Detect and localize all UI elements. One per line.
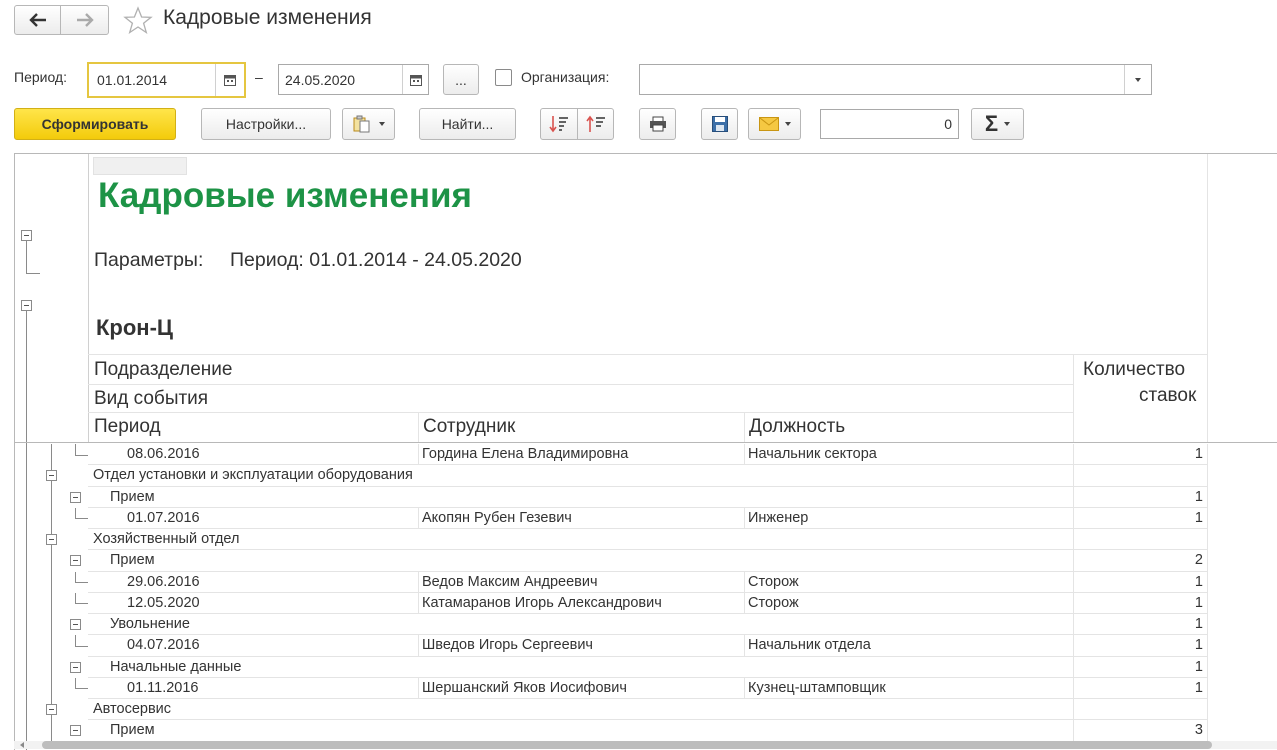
tree-line — [51, 550, 52, 571]
generate-button[interactable]: Сформировать — [14, 108, 176, 140]
scroll-left-arrow-icon[interactable] — [20, 742, 24, 748]
rates-count-cell: 1 — [1194, 637, 1203, 654]
table-row — [15, 720, 1277, 741]
collapse-header-group-icon[interactable] — [21, 230, 32, 241]
chevron-down-icon — [785, 122, 791, 126]
table-row — [15, 678, 1277, 699]
header-event-type: Вид события — [94, 388, 209, 409]
sigma-icon: Σ — [984, 111, 999, 136]
column-divider — [1073, 465, 1074, 486]
tree-line — [75, 444, 76, 455]
column-divider — [1073, 550, 1074, 571]
column-divider — [1207, 465, 1208, 486]
tree-line — [75, 518, 88, 519]
event-type-cell: Начальные данные — [110, 658, 242, 675]
column-divider — [1073, 444, 1074, 465]
period-label: Период: — [14, 69, 67, 85]
tree-line — [51, 678, 52, 699]
collapse-division-icon[interactable] — [46, 534, 57, 545]
tree-line — [75, 582, 88, 583]
rates-count-cell: 1 — [1194, 616, 1203, 632]
organization-field[interactable] — [639, 64, 1152, 95]
tree-line — [75, 455, 88, 456]
rates-count-cell: 1 — [1194, 446, 1203, 462]
sum-field[interactable] — [820, 109, 959, 139]
table-row — [15, 699, 1277, 720]
date-from-field[interactable] — [87, 62, 246, 98]
position-cell: Сторож — [748, 573, 799, 590]
table-row — [15, 635, 1277, 656]
collapse-event-icon[interactable] — [70, 619, 81, 630]
tree-line — [51, 572, 52, 593]
table-row — [15, 529, 1277, 550]
column-divider — [1073, 487, 1074, 508]
calendar-icon — [410, 74, 422, 86]
column-divider — [1073, 614, 1074, 635]
tree-line — [51, 487, 52, 508]
report-area[interactable] — [14, 153, 1277, 750]
position-cell: Начальник отдела — [748, 637, 871, 654]
rates-count-cell: 1 — [1194, 658, 1203, 675]
variants-button[interactable] — [342, 108, 395, 140]
column-divider — [1073, 657, 1074, 678]
table-header — [88, 354, 1208, 442]
period-select-button[interactable]: ... — [443, 64, 479, 95]
tree-line — [51, 657, 52, 678]
table-row — [15, 487, 1277, 508]
division-cell: Автосервис — [93, 701, 172, 717]
rates-count-cell: 1 — [1194, 509, 1203, 526]
column-divider — [418, 444, 419, 465]
column-divider — [1207, 614, 1208, 635]
column-divider — [1073, 508, 1074, 529]
column-divider — [744, 508, 745, 529]
organization-label: Организация: — [521, 69, 610, 85]
date-from-value: 01.01.2014 — [97, 72, 168, 88]
chevron-down-icon — [379, 122, 385, 126]
tree-line — [51, 720, 52, 741]
column-divider — [1207, 487, 1208, 508]
employee-cell: Гордина Елена Владимировна — [422, 446, 629, 462]
horizontal-scrollbar[interactable] — [14, 741, 1277, 749]
employee-cell: Ведов Максим Андреевич — [422, 573, 598, 590]
position-cell: Инженер — [748, 509, 809, 526]
tree-line — [75, 688, 88, 689]
date-to-value: 24.05.2020 — [285, 71, 356, 88]
employee-cell: Шершанский Яков Иосифович — [422, 679, 627, 696]
position-cell: Кузнец-штамповщик — [748, 679, 886, 696]
column-divider — [1073, 529, 1074, 550]
period-cell: 12.05.2020 — [127, 594, 200, 611]
arrow-left-icon — [29, 13, 47, 27]
period-cell: 01.11.2016 — [127, 679, 199, 696]
report-variants-icon — [353, 115, 373, 133]
sum-function-button[interactable] — [971, 108, 1024, 140]
division-cell: Отдел установки и эксплуатации оборудования — [93, 467, 413, 484]
table-body — [15, 444, 1277, 744]
column-divider — [418, 593, 419, 614]
header-division: Подразделение — [94, 359, 233, 380]
rates-count-cell: 1 — [1194, 573, 1203, 590]
rates-count-cell: 1 — [1194, 488, 1203, 505]
header-rates-line1: Количество — [1083, 359, 1186, 380]
sort-down-icon — [549, 115, 569, 133]
column-divider — [1207, 657, 1208, 678]
back-button[interactable] — [14, 5, 61, 35]
collapse-event-icon[interactable] — [70, 725, 81, 736]
rates-count-cell: 3 — [1194, 722, 1203, 739]
column-divider — [1207, 593, 1208, 614]
column-divider — [1073, 699, 1074, 720]
employee-cell: Катамаранов Игорь Александрович — [422, 594, 662, 611]
column-divider — [744, 635, 745, 656]
window-title: Кадровые изменения — [163, 6, 372, 29]
sum-value: 0 — [944, 116, 952, 132]
rates-count-cell: 1 — [1194, 594, 1203, 611]
table-row — [15, 657, 1277, 678]
column-divider — [1073, 635, 1074, 656]
organization-name: Крон-Ц — [96, 315, 173, 340]
column-divider — [1207, 550, 1208, 571]
header-rates-line2: ставок — [1139, 385, 1197, 406]
position-cell: Начальник сектора — [748, 446, 877, 462]
column-divider — [744, 678, 745, 699]
forward-button[interactable] — [60, 5, 109, 35]
table-row — [15, 508, 1277, 529]
organization-dropdown-button[interactable] — [1124, 65, 1151, 94]
column-divider — [744, 572, 745, 593]
tree-line — [51, 635, 52, 656]
table-row — [15, 572, 1277, 593]
column-divider — [1207, 572, 1208, 593]
chevron-down-icon — [1135, 78, 1141, 82]
sort-up-icon — [586, 115, 606, 133]
collapse-event-icon[interactable] — [70, 492, 81, 503]
column-divider — [1207, 444, 1208, 465]
calendar-to-button[interactable] — [402, 65, 428, 94]
tree-line — [51, 444, 52, 465]
table-row — [15, 593, 1277, 614]
event-type-cell: Прием — [110, 488, 155, 505]
period-cell: 08.06.2016 — [127, 446, 200, 462]
table-row — [15, 465, 1277, 486]
report-top-cell — [93, 157, 187, 175]
column-divider — [418, 635, 419, 656]
period-dash: – — [255, 69, 263, 85]
column-divider — [418, 678, 419, 699]
column-divider — [1207, 635, 1208, 656]
collapse-org-group-icon[interactable] — [21, 300, 32, 311]
column-divider — [1207, 678, 1208, 699]
tree-line — [75, 593, 76, 604]
scrollbar-thumb[interactable] — [42, 741, 1212, 749]
tree-line — [75, 646, 88, 647]
collapse-division-icon[interactable] — [46, 470, 57, 481]
arrow-right-icon — [76, 13, 94, 27]
tree-line — [75, 678, 76, 689]
table-row — [15, 614, 1277, 635]
report-params-value: Период: 01.01.2014 - 24.05.2020 — [230, 249, 522, 271]
collapse-event-icon[interactable] — [70, 555, 81, 566]
tree-line — [75, 508, 76, 519]
floppy-disk-icon — [712, 116, 728, 132]
table-row — [15, 444, 1277, 465]
tree-line — [75, 635, 76, 646]
column-divider — [1207, 508, 1208, 529]
send-email-button[interactable] — [748, 108, 801, 140]
employee-cell: Акопян Рубен Гезевич — [422, 509, 572, 526]
print-button[interactable] — [639, 108, 676, 140]
printer-icon — [649, 116, 667, 132]
column-divider — [418, 508, 419, 529]
column-divider — [1207, 720, 1208, 741]
event-type-cell: Прием — [110, 722, 155, 739]
tree-line — [75, 603, 88, 604]
date-to-field[interactable] — [278, 64, 429, 95]
column-divider — [1073, 572, 1074, 593]
column-divider — [744, 444, 745, 465]
column-divider — [418, 572, 419, 593]
column-divider — [1073, 593, 1074, 614]
column-divider — [1073, 720, 1074, 741]
column-divider — [1207, 529, 1208, 550]
column-divider — [744, 593, 745, 614]
rates-count-cell: 2 — [1194, 552, 1203, 569]
column-divider — [1207, 699, 1208, 720]
header-employee: Сотрудник — [423, 416, 516, 437]
favorite-star-icon[interactable] — [123, 6, 153, 37]
event-type-cell: Прием — [110, 552, 155, 569]
table-row — [15, 550, 1277, 571]
period-cell: 01.07.2016 — [127, 509, 200, 526]
employee-cell: Шведов Игорь Сергеевич — [422, 637, 593, 654]
period-cell: 29.06.2016 — [127, 573, 200, 590]
settings-button[interactable]: Настройки... — [201, 108, 331, 140]
envelope-icon — [759, 117, 779, 131]
header-period: Период — [94, 416, 161, 437]
find-button[interactable]: Найти... — [419, 108, 516, 140]
position-cell: Сторож — [748, 594, 799, 611]
column-divider — [1073, 678, 1074, 699]
calendar-from-button[interactable] — [215, 64, 244, 96]
period-cell: 04.07.2016 — [127, 637, 200, 654]
tree-line — [51, 508, 52, 529]
collapse-event-icon[interactable] — [70, 662, 81, 673]
calendar-icon — [224, 74, 236, 86]
chevron-down-icon — [1004, 122, 1010, 126]
division-cell: Хозяйственный отдел — [93, 531, 240, 547]
sort-ascending-button[interactable] — [540, 108, 578, 140]
sort-descending-button[interactable] — [577, 108, 614, 140]
header-position: Должность — [749, 416, 846, 437]
rates-count-cell: 1 — [1194, 679, 1203, 696]
organization-checkbox[interactable] — [495, 69, 512, 86]
tree-line — [75, 572, 76, 583]
event-type-cell: Увольнение — [110, 616, 190, 632]
collapse-division-icon[interactable] — [46, 704, 57, 715]
tree-line — [51, 593, 52, 614]
save-button[interactable] — [701, 108, 738, 140]
report-title: Кадровые изменения — [98, 176, 472, 215]
report-params-label: Параметры: — [94, 249, 204, 271]
tree-line — [51, 614, 52, 635]
